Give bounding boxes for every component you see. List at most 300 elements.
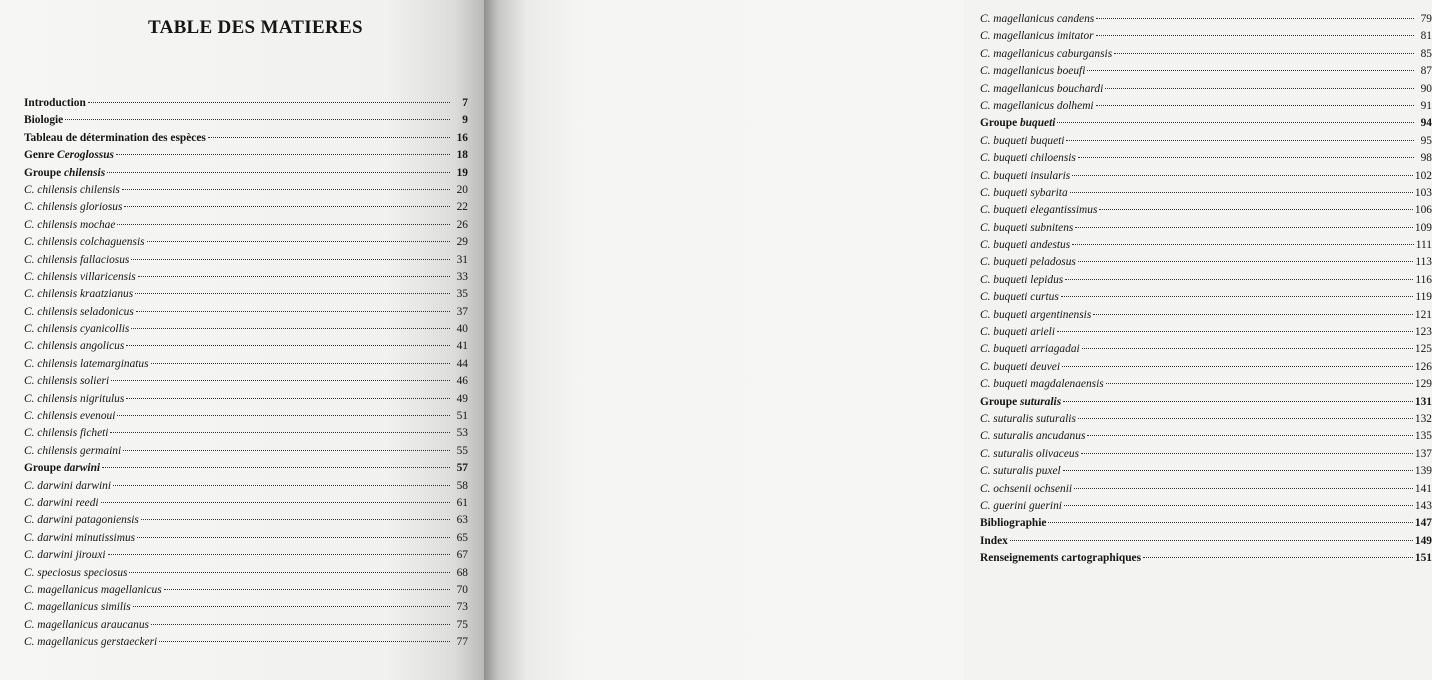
toc-entry: [24, 634, 468, 651]
toc-entry: [980, 168, 1432, 185]
toc-entry: [24, 391, 468, 408]
toc-entry-label: [24, 634, 157, 651]
toc-entry: [980, 185, 1432, 202]
dot-leader: [126, 398, 450, 399]
toc-entry-page-number: 94: [1420, 117, 1432, 130]
toc-entry-label: [980, 168, 1070, 185]
toc-entry-label: [980, 498, 1062, 515]
toc-entry-label: [980, 428, 1085, 445]
dot-leader: [113, 485, 450, 486]
toc-entry-label: [24, 425, 108, 442]
dot-leader: [1057, 331, 1413, 332]
toc-entry-page-number: 149: [1414, 534, 1432, 547]
toc-entry-label: [980, 324, 1055, 341]
dot-leader: [122, 189, 450, 190]
toc-entry-label: [24, 495, 99, 512]
toc-entry: [24, 234, 468, 251]
toc-entry-taxon: C. ochsenii ochsenii: [980, 482, 1073, 495]
dot-leader: [101, 502, 450, 503]
toc-entry: [24, 95, 468, 112]
toc-entry-taxon: C. chilensis evenoui: [24, 410, 116, 423]
toc-entry: [980, 481, 1432, 498]
toc-entry-label: [980, 481, 1072, 498]
toc-entry-label: [980, 220, 1073, 237]
toc-entry: [24, 286, 468, 303]
toc-entry-page-number: 20: [456, 183, 468, 196]
toc-entry-taxon: C. chilensis germaini: [24, 444, 122, 457]
toc-entry: [24, 530, 468, 547]
toc-entry-taxon: C. speciosus speciosus: [24, 566, 128, 579]
toc-entry: [980, 46, 1432, 63]
toc-entry-label-text: Tableau de détermination des espèces: [24, 131, 206, 144]
toc-entry: [24, 547, 468, 564]
toc-entry: [24, 252, 468, 269]
toc-entry-page-number: 143: [1414, 499, 1432, 512]
toc-entry-label: [980, 254, 1076, 271]
toc-entry-label: [980, 202, 1097, 219]
dot-leader: [208, 137, 450, 138]
dot-leader: [1057, 122, 1414, 123]
dot-leader: [1072, 244, 1414, 245]
dot-leader: [116, 154, 450, 155]
dot-leader: [131, 328, 450, 329]
toc-entry-label: [980, 98, 1094, 115]
toc-entry: [980, 115, 1432, 132]
toc-entry-page-number: 65: [456, 531, 468, 544]
toc-entry-taxon: C. chilensis fallaciosus: [24, 253, 130, 266]
toc-entry-page-number: 19: [456, 166, 468, 179]
dot-leader: [123, 450, 450, 451]
toc-entry-taxon: C. buqueti sybarita: [980, 186, 1068, 199]
toc-entry-label-text: Groupe: [24, 462, 64, 475]
toc-entry-page-number: 123: [1414, 326, 1432, 339]
dot-leader: [129, 572, 450, 573]
toc-entry-page-number: 141: [1414, 482, 1432, 495]
toc-entry-label-text: Bibliographie: [980, 517, 1047, 530]
dot-leader: [1078, 157, 1414, 158]
dot-leader: [133, 606, 450, 607]
toc-entry-page-number: 57: [456, 462, 468, 475]
toc-entry-label-text: Groupe: [24, 166, 64, 179]
toc-entry-page-number: 113: [1415, 256, 1432, 269]
toc-entry-taxon: C. buqueti peladosus: [980, 256, 1076, 269]
dot-leader: [1048, 522, 1412, 523]
toc-entry: [980, 376, 1432, 393]
toc-entry: [980, 324, 1432, 341]
toc-entry-label: [24, 304, 134, 321]
dot-leader: [1099, 209, 1413, 210]
toc-entry-taxon: C. buqueti insularis: [980, 169, 1071, 182]
toc-entry-page-number: 85: [1420, 47, 1432, 60]
toc-entry: [24, 269, 468, 286]
toc-entry-taxon: C. buqueti curtus: [980, 291, 1059, 304]
toc-entry-label: [980, 11, 1094, 28]
toc-entry-taxon: C. buqueti arieli: [980, 326, 1055, 339]
toc-entry-page-number: 81: [1420, 30, 1432, 43]
toc-entry-taxon: C. chilensis kraatzianus: [24, 288, 134, 301]
toc-entry-taxon: C. magellanicus similis: [24, 601, 131, 614]
page-title: TABLE DES MATIERES: [148, 17, 363, 38]
toc-entry-taxon: C. buqueti buqueti: [980, 134, 1065, 147]
dot-leader: [1096, 105, 1414, 106]
toc-entry-label: [980, 463, 1061, 480]
toc-entry-taxon: buqueti: [1019, 117, 1056, 130]
toc-entry-page-number: 102: [1414, 169, 1432, 182]
toc-entry-label: [980, 550, 1141, 567]
toc-entry-page-number: 41: [456, 340, 468, 353]
toc-entry-label: [24, 252, 129, 269]
toc-entry: [24, 565, 468, 582]
toc-entry-page-number: 79: [1420, 13, 1432, 25]
toc-entry-page-number: 91: [1420, 99, 1432, 112]
toc-entry-label: [980, 133, 1064, 150]
toc-entry-page-number: 109: [1414, 221, 1432, 234]
dot-leader: [1062, 366, 1413, 367]
toc-entry-page-number: 9: [462, 114, 468, 127]
dot-leader: [159, 641, 450, 642]
toc-entry: [980, 237, 1432, 254]
toc-entry-label: [980, 359, 1060, 376]
dot-leader: [1063, 401, 1413, 402]
dot-leader: [1061, 296, 1414, 297]
dot-leader: [107, 172, 450, 173]
toc-entry: [24, 130, 468, 147]
toc-entry-label: [24, 95, 86, 112]
toc-entry: [24, 356, 468, 373]
toc-entry: [24, 165, 468, 182]
dot-leader: [111, 380, 450, 381]
toc-entry-label: [24, 391, 124, 408]
toc-entry-label: [24, 565, 127, 582]
toc-entry: [24, 512, 468, 529]
toc-entry: [980, 272, 1432, 289]
toc-entry-label: [24, 286, 133, 303]
toc-entry-taxon: C. chilensis solieri: [24, 375, 110, 388]
toc-entry: [24, 443, 468, 460]
dot-leader: [1078, 418, 1413, 419]
toc-entry-taxon: C. magellanicus gerstaeckeri: [24, 636, 158, 649]
toc-entry: [24, 478, 468, 495]
toc-entry: [980, 515, 1432, 532]
toc-entry-taxon: C. chilensis cyanicollis: [24, 323, 130, 336]
toc-entry-page-number: 70: [456, 583, 468, 596]
toc-entry-page-number: 55: [456, 444, 468, 457]
toc-entry-page-number: 121: [1414, 308, 1432, 321]
toc-entry-page-number: 129: [1414, 378, 1432, 391]
toc-entry-page-number: 75: [456, 618, 468, 631]
toc-entry: [24, 495, 468, 512]
toc-entry-label: [980, 150, 1076, 167]
toc-entry-label: [24, 460, 100, 477]
toc-entry-taxon: C. buqueti chiloensis: [980, 152, 1076, 165]
dot-leader: [102, 467, 450, 468]
toc-entry-label: [980, 185, 1068, 202]
dot-leader: [164, 589, 450, 590]
toc-entry-taxon: C. suturalis olivaceus: [980, 447, 1080, 460]
toc-entry-label: [980, 272, 1063, 289]
dot-leader: [151, 624, 450, 625]
toc-entry-page-number: 119: [1415, 291, 1432, 304]
dot-leader: [1070, 192, 1413, 193]
toc-entry: [980, 550, 1432, 567]
toc-entry-taxon: C. chilensis villaricensis: [24, 270, 136, 283]
toc-entry-label: [24, 165, 105, 182]
toc-entry-page-number: 40: [456, 323, 468, 336]
toc-entry-label: [24, 356, 149, 373]
toc-entry: [980, 446, 1432, 463]
toc-entry-label: [24, 182, 120, 199]
toc-entry: [980, 463, 1432, 480]
toc-entry-page-number: 49: [456, 392, 468, 405]
toc-entry-label: [24, 617, 149, 634]
toc-entry-label: [24, 408, 115, 425]
toc-entry-taxon: C. buqueti elegantissimus: [980, 204, 1098, 217]
dot-leader: [151, 363, 450, 364]
toc-entry-page-number: 151: [1414, 552, 1432, 565]
toc-entry: [24, 304, 468, 321]
toc-entry-label: [980, 46, 1112, 63]
toc-entry-page-number: 67: [456, 549, 468, 562]
toc-entry-page-number: 131: [1414, 395, 1432, 408]
toc-entry-page-number: 26: [456, 218, 468, 231]
toc-entry-page-number: 46: [456, 375, 468, 388]
dot-leader: [1078, 261, 1413, 262]
toc-entry-label-text: Introduction: [24, 97, 86, 109]
toc-entry-page-number: 73: [456, 601, 468, 614]
dot-leader: [131, 259, 450, 260]
toc-entry-page-number: 33: [456, 270, 468, 283]
toc-entry-taxon: C. magellanicus bouchardi: [980, 82, 1104, 95]
toc-entry-label: [24, 599, 131, 616]
toc-entry-taxon: C. magellanicus boeufi: [980, 65, 1086, 78]
toc-entry: [980, 63, 1432, 80]
toc-entry-taxon: C. buqueti magdalenaensis: [980, 378, 1104, 391]
toc-entry-taxon: C. darwini jirouxi: [24, 549, 106, 562]
toc-entry-taxon: C. buqueti deuvei: [980, 360, 1061, 373]
toc-entry-label: [980, 341, 1080, 358]
toc-entry-taxon: suturalis: [1019, 395, 1062, 408]
toc-entry-page-number: 61: [456, 496, 468, 509]
toc-entry-taxon: C. guerini guerini: [980, 499, 1062, 512]
toc-entry-label: [24, 199, 122, 216]
left-page: [0, 0, 484, 680]
dot-leader: [1087, 435, 1413, 436]
toc-entry-label: [24, 478, 111, 495]
toc-entry-taxon: C. magellanicus magellanicus: [24, 583, 162, 596]
toc-entry: [24, 182, 468, 199]
toc-entry: [24, 599, 468, 616]
dot-leader: [1096, 35, 1414, 36]
toc-entry: [980, 428, 1432, 445]
toc-left-column: [24, 95, 468, 652]
toc-entry-page-number: 37: [456, 305, 468, 318]
dot-leader: [1093, 314, 1413, 315]
toc-entry: [980, 81, 1432, 98]
toc-entry: [980, 11, 1432, 28]
dot-leader: [1096, 18, 1414, 19]
toc-entry: [980, 341, 1432, 358]
dot-leader: [1082, 348, 1413, 349]
toc-entry-taxon: C. buqueti arriagadai: [980, 343, 1080, 356]
toc-entry-taxon: C. chilensis ficheti: [24, 427, 109, 440]
dot-leader: [126, 345, 450, 346]
toc-entry-label: [980, 81, 1103, 98]
toc-entry-taxon: C. buqueti andestus: [980, 239, 1071, 252]
toc-entry-page-number: 116: [1415, 273, 1432, 286]
dot-leader: [1087, 70, 1414, 71]
toc-entry: [980, 133, 1432, 150]
toc-entry: [980, 307, 1432, 324]
toc-entry: [24, 373, 468, 390]
dot-leader: [117, 224, 450, 225]
toc-entry: [24, 321, 468, 338]
toc-entry: [980, 28, 1432, 45]
dot-leader: [147, 241, 450, 242]
toc-entry-page-number: 139: [1414, 465, 1432, 478]
toc-entry-page-number: 35: [456, 288, 468, 301]
toc-entry: [24, 217, 468, 234]
toc-entry: [980, 359, 1432, 376]
toc-entry-label: [980, 63, 1085, 80]
toc-entry-page-number: 44: [456, 357, 468, 370]
toc-entry-taxon: C. suturalis puxel: [980, 465, 1061, 478]
toc-entry-label: [980, 394, 1061, 411]
toc-entry: [24, 617, 468, 634]
toc-entry-taxon: C. darwini darwini: [24, 479, 112, 492]
toc-entry-taxon: darwini: [63, 462, 101, 475]
toc-entry-label: [980, 515, 1046, 532]
toc-entry: [980, 220, 1432, 237]
dot-leader: [138, 276, 450, 277]
toc-entry-page-number: 135: [1414, 430, 1432, 443]
toc-entry-taxon: C. magellanicus araucanus: [24, 618, 149, 631]
toc-entry-page-number: 106: [1414, 204, 1432, 217]
dot-leader: [1081, 453, 1413, 454]
toc-entry-taxon: C. chilensis chilensis: [24, 183, 120, 196]
toc-entry-taxon: chilensis: [63, 166, 106, 179]
right-page: [484, 0, 1432, 680]
toc-entry-page-number: 147: [1414, 517, 1432, 530]
toc-entry-label: [980, 411, 1076, 428]
toc-entry-label: [24, 234, 145, 251]
toc-entry-page-number: 95: [1420, 134, 1432, 147]
toc-entry: [980, 289, 1432, 306]
toc-entry-page-number: 98: [1420, 152, 1432, 165]
toc-entry-page-number: 22: [456, 201, 468, 214]
toc-entry-taxon: C. magellanicus dolhemi: [980, 99, 1094, 112]
toc-entry-taxon: C. buqueti lepidus: [980, 273, 1064, 286]
toc-entry-page-number: 18: [456, 149, 468, 162]
dot-leader: [1074, 488, 1413, 489]
toc-entry-page-number: 31: [456, 253, 468, 266]
toc-entry-taxon: C. darwini reedi: [24, 496, 99, 509]
toc-entry-label: [24, 338, 124, 355]
toc-entry-label-text: Renseignements cartographiques: [980, 552, 1142, 565]
toc-entry-label: [980, 237, 1070, 254]
toc-entry-label-text: Groupe: [980, 117, 1020, 130]
toc-entry-taxon: C. darwini minutissimus: [24, 531, 136, 544]
toc-entry-label: [24, 321, 129, 338]
toc-entry-label: [24, 443, 121, 460]
toc-right-column: [980, 11, 1432, 568]
toc-entry: [980, 202, 1432, 219]
toc-entry-page-number: 137: [1414, 447, 1432, 460]
dot-leader: [88, 102, 450, 103]
toc-entry-taxon: C. chilensis latemarginatus: [24, 357, 149, 370]
dot-leader: [136, 311, 450, 312]
toc-entry: [24, 112, 468, 129]
toc-entry-page-number: 132: [1414, 412, 1432, 425]
dot-leader: [1065, 279, 1413, 280]
toc-entry-taxon: C. chilensis nigritulus: [24, 392, 125, 405]
dot-leader: [1066, 140, 1414, 141]
toc-entry-page-number: 29: [456, 236, 468, 249]
dot-leader: [141, 519, 450, 520]
toc-entry-label: [980, 28, 1094, 45]
toc-entry: [24, 199, 468, 216]
toc-entry-label: [980, 376, 1104, 393]
dot-leader: [124, 206, 450, 207]
dot-leader: [65, 119, 450, 120]
toc-entry-label: [980, 533, 1008, 550]
dot-leader: [1010, 540, 1413, 541]
dot-leader: [117, 415, 450, 416]
toc-entry-label: [24, 112, 63, 129]
toc-entry: [980, 533, 1432, 550]
toc-entry: [24, 408, 468, 425]
toc-entry-page-number: 125: [1414, 343, 1432, 356]
toc-entry-page-number: 63: [456, 514, 468, 527]
toc-entry: [980, 498, 1432, 515]
dot-leader: [108, 554, 450, 555]
dot-leader: [1064, 505, 1413, 506]
toc-entry-label: [980, 289, 1059, 306]
dot-leader: [1105, 88, 1414, 89]
toc-entry-taxon: C. magellanicus candens: [980, 13, 1095, 25]
toc-entry-label: [24, 147, 114, 164]
dot-leader: [110, 432, 450, 433]
toc-entry-taxon: C. chilensis gloriosus: [24, 201, 123, 214]
toc-entry-label: [980, 115, 1055, 132]
toc-entry: [24, 460, 468, 477]
toc-entry-label-text: Groupe: [980, 395, 1020, 408]
toc-entry: [24, 425, 468, 442]
toc-entry-label-text: Genre: [24, 149, 58, 162]
toc-entry: [24, 147, 468, 164]
toc-entry-page-number: 53: [456, 427, 468, 440]
toc-entry-taxon: C. chilensis angolicus: [24, 340, 125, 353]
toc-entry: [980, 150, 1432, 167]
toc-entry-taxon: C. darwini patagoniensis: [24, 514, 139, 527]
toc-entry-taxon: C. magellanicus caburgansis: [980, 47, 1113, 60]
dot-leader: [135, 293, 450, 294]
toc-entry-page-number: 90: [1420, 82, 1432, 95]
toc-entry-label: [24, 530, 135, 547]
dot-leader: [137, 537, 450, 538]
toc-entry-label: [24, 582, 162, 599]
toc-entry: [980, 394, 1432, 411]
toc-entry-taxon: C. suturalis ancudanus: [980, 430, 1086, 443]
toc-entry: [24, 338, 468, 355]
dot-leader: [1143, 557, 1413, 558]
toc-entry-label: [24, 373, 109, 390]
dot-leader: [1075, 227, 1413, 228]
toc-entry-taxon: C. chilensis colchaguensis: [24, 236, 145, 249]
toc-entry-page-number: 103: [1414, 186, 1432, 199]
toc-entry-taxon: Ceroglossus: [57, 149, 114, 162]
toc-entry-label: [980, 307, 1091, 324]
toc-entry-label: [24, 547, 106, 564]
